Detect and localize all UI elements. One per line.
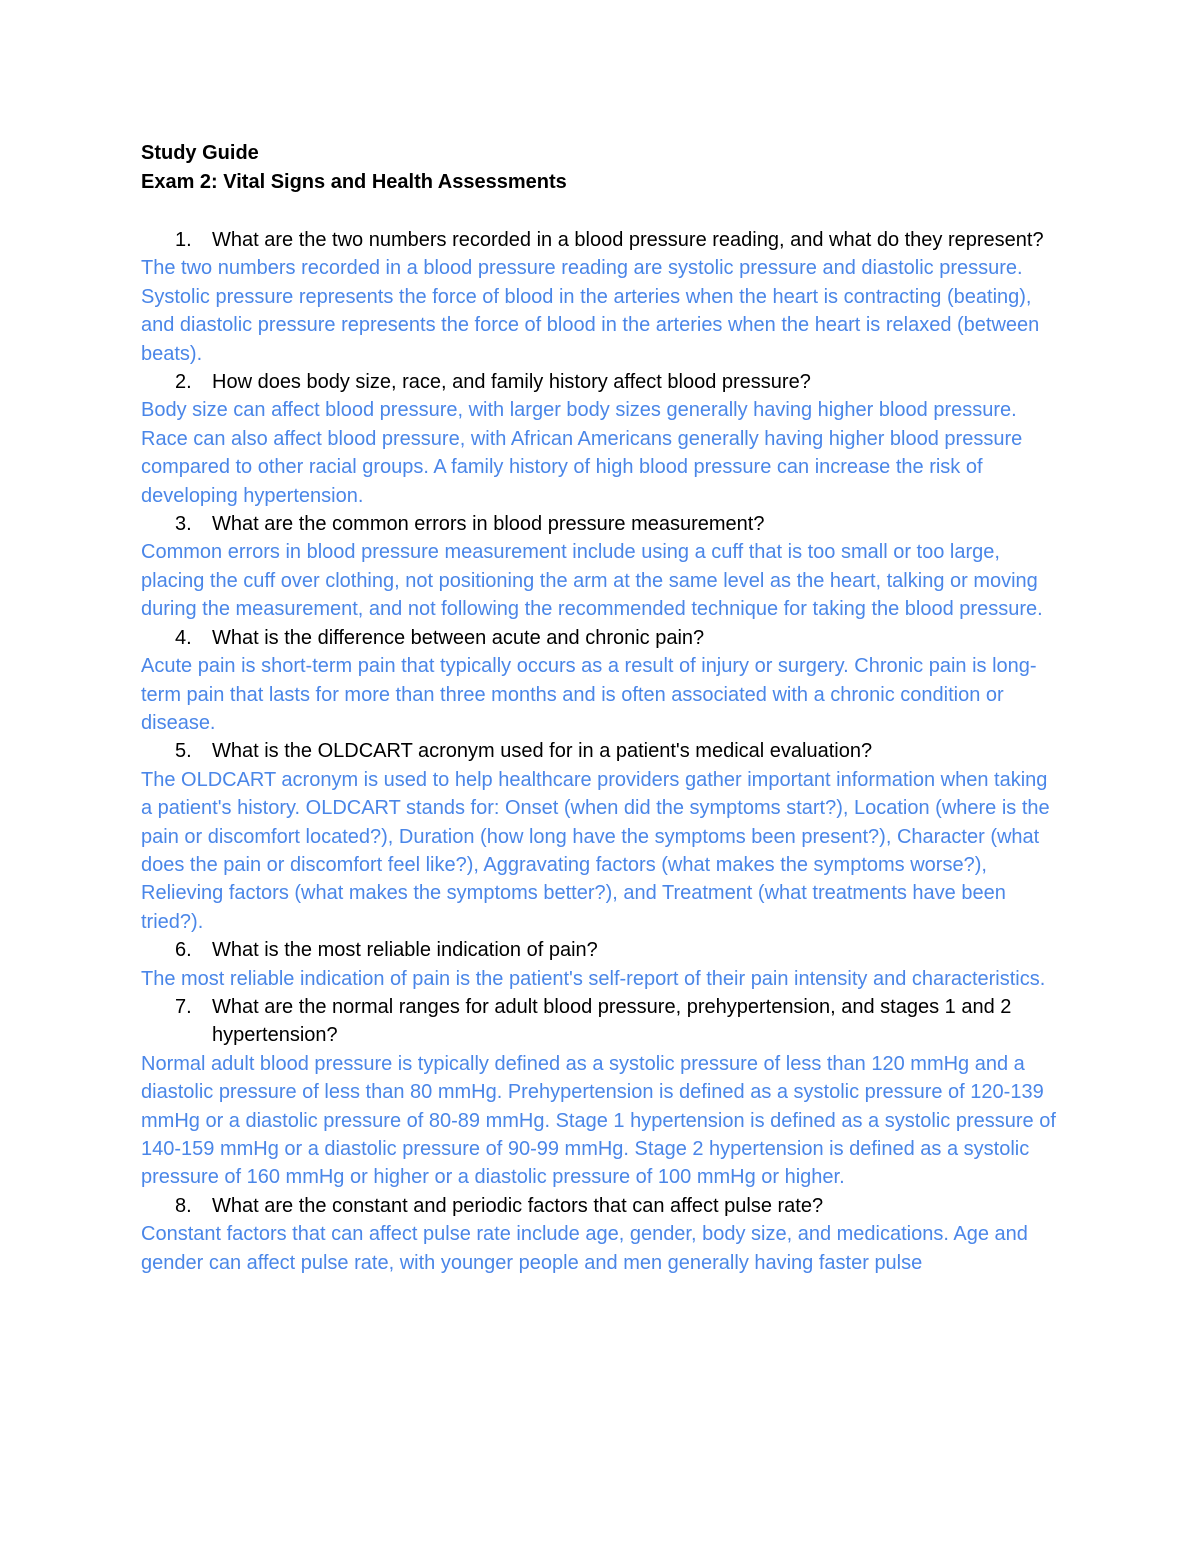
answer-3: Common errors in blood pressure measurement include using a cuff that is too small or too large, placing the cuff over clothing, not positioning the arm at the same level as the heart, talking or moving during the measurement, and not following the recommended technique for taking the blood pressure.	[141, 541, 1043, 621]
qa-item-3	[141, 510, 1063, 624]
qa-item-8	[141, 1192, 1063, 1277]
answer-8: Constant factors that can affect pulse rate include age, gender, body size, and medications. Age and gender can affect pulse rate, with younger people and men generally having faster pulse	[141, 1223, 1028, 1274]
question-8	[141, 1192, 1063, 1220]
question-number: 1.	[175, 229, 192, 251]
question-4	[141, 624, 1063, 652]
question-text: What are the two numbers recorded in a blood pressure reading, and what do they represent?	[212, 229, 1044, 251]
answer-7: Normal adult blood pressure is typically defined as a systolic pressure of less than 120 mmHg and a diastolic pressure of less than 80 mmHg. Prehypertension is defined as a systolic pressure of 120-139 mmHg or a diastolic pressure of 80-89 mmHg. Stage 1 hypertension is defined as a systolic pressure of 140-159 mmHg or a diastolic pressure of 90-99 mmHg. Stage 2 hypertension is defined as a systolic pressure of 160 mmHg or higher or a diastolic pressure of 100 mmHg or higher.	[141, 1052, 1056, 1189]
question-text: What are the normal ranges for adult blood pressure, prehypertension, and stages 1 and 2 hypertension?	[212, 995, 1012, 1047]
question-7	[141, 993, 1063, 1050]
document-title: Study Guide	[141, 142, 259, 164]
answer-1: The two numbers recorded in a blood pressure reading are systolic pressure and diastolic pressure. Systolic pressure represents the force of blood in the arteries when the heart is contracting (beating), and diastolic pressure represents the force of blood in the arteries when the heart is relaxed (between beats).	[141, 257, 1040, 365]
question-number: 7.	[175, 995, 192, 1018]
question-text: What is the difference between acute and chronic pain?	[212, 626, 705, 649]
qa-item-6	[141, 936, 1063, 993]
qa-item-2	[141, 368, 1063, 510]
question-number: 4.	[175, 626, 192, 649]
question-text: What are the constant and periodic factors that can affect pulse rate?	[212, 1194, 824, 1217]
question-number: 5.	[175, 740, 192, 763]
document-subtitle: Exam 2: Vital Signs and Health Assessments	[141, 171, 567, 193]
question-text: What is the OLDCART acronym used for in a patient's medical evaluation?	[212, 740, 873, 763]
study-guide-content	[141, 139, 1063, 1277]
answer-5: The OLDCART acronym is used to help healthcare providers gather important information when taking a patient's history. OLDCART stands for: Onset (when did the symptoms start?), Location (where is the pain or discomfort located?), Duration (how long have the symptoms been present?), Character (what does the pain or discomfort feel like?), Aggravating factors (what makes the symptoms worse?), Relieving factors (what makes the symptoms better?), and Treatment (what treatments have been tried?).	[141, 768, 1050, 933]
question-number: 3.	[175, 513, 192, 536]
question-text: What is the most reliable indication of pain?	[212, 939, 598, 962]
question-6	[141, 936, 1063, 964]
question-text: What are the common errors in blood pressure measurement?	[212, 513, 765, 536]
answer-4: Acute pain is short-term pain that typically occurs as a result of injury or surgery. Chronic pain is long-term pain that lasts for more than three months and is often associated with a chronic condition or disease.	[141, 655, 1037, 734]
answer-2: Body size can affect blood pressure, with larger body sizes generally having higher blood pressure. Race can also affect blood pressure, with African Americans generally having higher blood pressure compared to other racial groups. A family history of high blood pressure can increase the risk of developing hypertension.	[141, 399, 1023, 507]
qa-item-5	[141, 737, 1063, 936]
question-number: 6.	[175, 939, 192, 962]
question-5	[141, 737, 1063, 765]
qa-item-7	[141, 993, 1063, 1192]
question-number: 8.	[175, 1194, 192, 1217]
question-2	[141, 368, 1063, 396]
qa-item-4	[141, 624, 1063, 738]
qa-item-1	[141, 226, 1063, 368]
question-number: 2.	[175, 371, 192, 394]
question-text: How does body size, race, and family history affect blood pressure?	[212, 371, 811, 394]
question-3	[141, 510, 1063, 538]
question-1	[141, 226, 1063, 254]
answer-6: The most reliable indication of pain is the patient's self-report of their pain intensity and characteristics.	[141, 967, 1046, 990]
